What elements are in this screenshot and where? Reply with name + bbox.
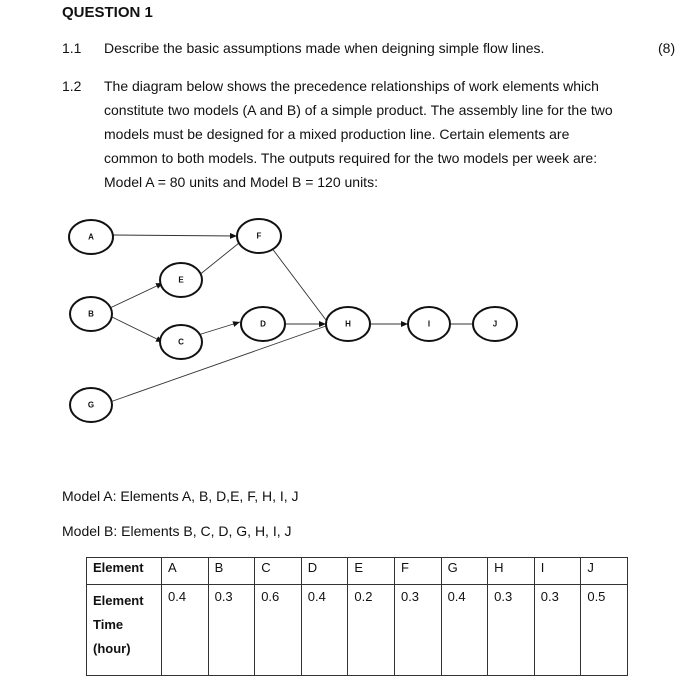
table-cell-element: I bbox=[534, 558, 581, 585]
table-header-element-time bbox=[87, 585, 162, 676]
edge-b-c bbox=[110, 316, 163, 342]
element-time-table bbox=[86, 557, 628, 676]
node-h-label: H bbox=[345, 319, 351, 329]
table-cell-element: E bbox=[348, 558, 395, 585]
table-cell-time: 0.5 bbox=[581, 585, 628, 676]
table-header-element: Element bbox=[87, 558, 162, 585]
question-1-2-line: Model A = 80 units and Model B = 120 units: bbox=[104, 174, 378, 190]
edge-a-f bbox=[113, 235, 237, 236]
edge-f-h bbox=[268, 243, 326, 320]
table-cell-time: 0.3 bbox=[394, 585, 441, 676]
edge-c-d bbox=[198, 322, 240, 335]
question-number-1-1: 1.1 bbox=[62, 40, 82, 56]
table-cell-time: 0.4 bbox=[441, 585, 488, 676]
table-row-times bbox=[87, 585, 628, 676]
node-d-label: D bbox=[260, 319, 266, 329]
table-cell-time: 0.2 bbox=[348, 585, 395, 676]
model-a-elements: Model A: Elements A, B, D,E, F, H, I, J bbox=[62, 488, 299, 504]
table-cell-time: 0.4 bbox=[162, 585, 209, 676]
node-b-label: B bbox=[88, 309, 94, 319]
question-1-1-text: Describe the basic assumptions made when deigning simple flow lines. bbox=[104, 40, 545, 56]
node-j-label: J bbox=[492, 319, 498, 329]
question-1-2-line: models must be designed for a mixed production line. Certain elements are bbox=[104, 126, 570, 142]
time-label-line: Element bbox=[93, 593, 144, 608]
node-g-label: G bbox=[87, 400, 95, 410]
node-i-label: I bbox=[427, 319, 431, 329]
time-label-line: (hour) bbox=[93, 641, 131, 656]
table-cell-element: A bbox=[162, 558, 209, 585]
table-cell-time: 0.4 bbox=[301, 585, 348, 676]
table-cell-element: J bbox=[581, 558, 628, 585]
node-a-label: A bbox=[88, 232, 94, 242]
model-b-elements: Model B: Elements B, C, D, G, H, I, J bbox=[62, 523, 292, 539]
edge-b-e bbox=[110, 283, 163, 308]
node-c-label: C bbox=[178, 337, 184, 347]
question-heading: QUESTION 1 bbox=[62, 4, 153, 21]
question-1-2-line: constitute two models (A and B) of a simple product. The assembly line for the two bbox=[104, 102, 613, 118]
edge-e-f bbox=[198, 243, 239, 276]
table-cell-element: F bbox=[394, 558, 441, 585]
question-number-1-2: 1.2 bbox=[62, 78, 82, 94]
edge-g-h bbox=[110, 326, 326, 402]
table-cell-element: G bbox=[441, 558, 488, 585]
table-cell-element: D bbox=[301, 558, 348, 585]
question-1-2-line: common to both models. The outputs required for the two models per week are: bbox=[104, 150, 598, 166]
table-cell-element: C bbox=[255, 558, 302, 585]
table-cell-time: 0.3 bbox=[534, 585, 581, 676]
table-row-elements bbox=[87, 558, 628, 585]
table-cell-element: H bbox=[488, 558, 535, 585]
table-cell-time: 0.3 bbox=[488, 585, 535, 676]
question-1-2-line: The diagram below shows the precedence relationships of work elements which bbox=[104, 78, 599, 94]
node-e-label: E bbox=[178, 275, 184, 285]
time-label-line: Time bbox=[93, 617, 124, 632]
table-cell-time: 0.3 bbox=[208, 585, 255, 676]
node-f-label: F bbox=[256, 231, 262, 241]
marks-label: (8) bbox=[658, 40, 676, 56]
table-cell-element: B bbox=[208, 558, 255, 585]
table-cell-time: 0.6 bbox=[255, 585, 302, 676]
